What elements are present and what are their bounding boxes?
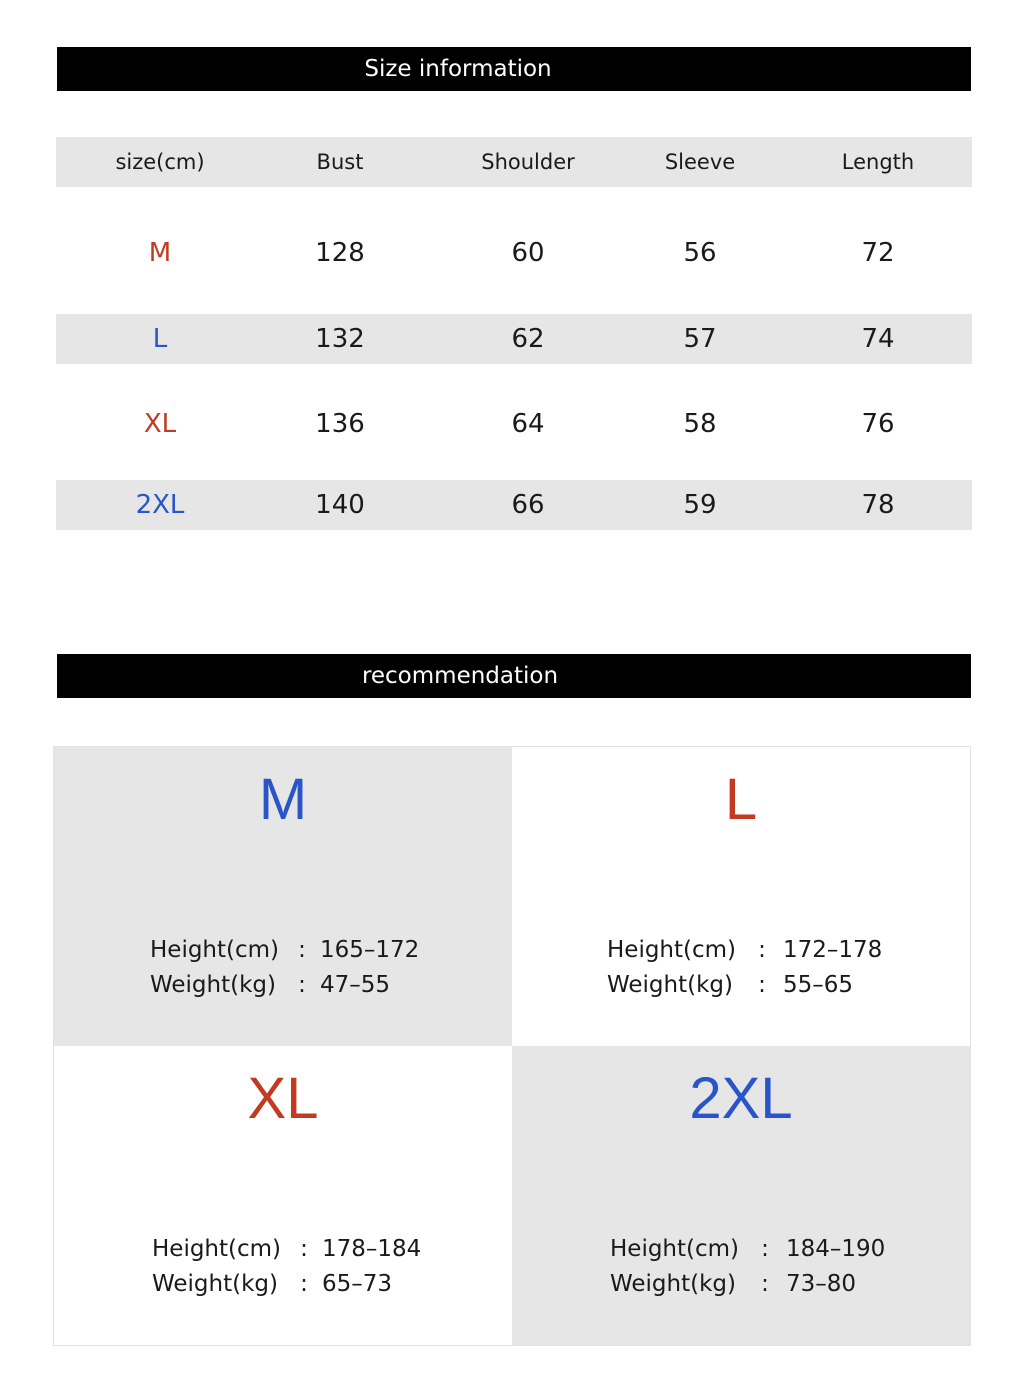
weight-value: 73–80 — [786, 1271, 857, 1297]
colon: : — [758, 972, 766, 998]
height-label: Height(cm) — [607, 937, 737, 963]
height-label: Height(cm) — [152, 1236, 282, 1262]
size-table-header — [56, 137, 972, 187]
size-label: 2XL — [135, 490, 185, 520]
height-value: 178–184 — [322, 1236, 422, 1262]
length-value: 78 — [861, 490, 895, 520]
recommendation-card-m — [54, 747, 512, 1046]
size-label: L — [152, 324, 168, 354]
colon: : — [761, 1236, 769, 1262]
size-label: M — [148, 238, 172, 268]
weight-value: 55–65 — [783, 972, 854, 998]
weight-value: 47–55 — [320, 972, 391, 998]
length-value: 72 — [861, 238, 895, 268]
recommendation-card-xl — [54, 1046, 512, 1345]
sleeve-value: 57 — [683, 324, 717, 354]
header-shoulder: Shoulder — [481, 150, 575, 174]
card-measurements — [607, 933, 882, 1003]
header-sleeve: Sleeve — [664, 150, 736, 174]
card-size-label: M — [258, 767, 308, 832]
size-information-banner — [57, 47, 971, 91]
weight-value: 65–73 — [322, 1271, 393, 1297]
recommendation-title: recommendation — [361, 663, 559, 689]
card-measurements — [610, 1232, 885, 1302]
colon: : — [300, 1236, 308, 1262]
sleeve-value: 59 — [683, 490, 717, 520]
card-measurements — [150, 933, 419, 1003]
weight-line — [150, 968, 419, 1003]
colon: : — [761, 1271, 769, 1297]
shoulder-value: 62 — [511, 324, 545, 354]
bust-value: 132 — [315, 324, 365, 354]
size-label: XL — [143, 409, 177, 439]
weight-line — [607, 968, 882, 1003]
card-size-label: L — [724, 767, 758, 832]
table-row — [56, 228, 972, 278]
recommendation-card-l — [512, 747, 970, 1046]
colon: : — [758, 937, 766, 963]
recommendation-grid — [53, 746, 971, 1346]
header-size: size(cm) — [115, 150, 205, 174]
table-row — [56, 399, 972, 449]
height-value: 165–172 — [320, 937, 420, 963]
colon: : — [298, 972, 306, 998]
height-line — [152, 1232, 421, 1267]
recommendation-banner — [57, 654, 971, 698]
header-length: Length — [841, 150, 915, 174]
height-line — [607, 933, 882, 968]
sleeve-value: 58 — [683, 409, 717, 439]
table-row — [56, 480, 972, 530]
shoulder-value: 64 — [511, 409, 545, 439]
length-value: 76 — [861, 409, 895, 439]
weight-label: Weight(kg) — [607, 972, 733, 998]
card-measurements — [152, 1232, 421, 1302]
height-label: Height(cm) — [610, 1236, 740, 1262]
bust-value: 136 — [315, 409, 365, 439]
height-value: 172–178 — [783, 937, 883, 963]
weight-line — [610, 1267, 885, 1302]
height-value: 184–190 — [786, 1236, 886, 1262]
bust-value: 128 — [315, 238, 365, 268]
shoulder-value: 66 — [511, 490, 545, 520]
length-value: 74 — [861, 324, 895, 354]
weight-line — [152, 1267, 421, 1302]
height-line — [610, 1232, 885, 1267]
height-label: Height(cm) — [150, 937, 280, 963]
shoulder-value: 60 — [511, 238, 545, 268]
weight-label: Weight(kg) — [152, 1271, 278, 1297]
sleeve-value: 56 — [683, 238, 717, 268]
colon: : — [300, 1271, 308, 1297]
weight-label: Weight(kg) — [610, 1271, 736, 1297]
table-row — [56, 314, 972, 364]
card-size-label: XL — [247, 1066, 319, 1131]
header-bust: Bust — [316, 150, 364, 174]
size-information-title: Size information — [364, 56, 552, 82]
recommendation-card-2xl — [512, 1046, 970, 1345]
bust-value: 140 — [315, 490, 365, 520]
height-line — [150, 933, 419, 968]
weight-label: Weight(kg) — [150, 972, 276, 998]
colon: : — [298, 937, 306, 963]
card-size-label: 2XL — [689, 1066, 793, 1131]
